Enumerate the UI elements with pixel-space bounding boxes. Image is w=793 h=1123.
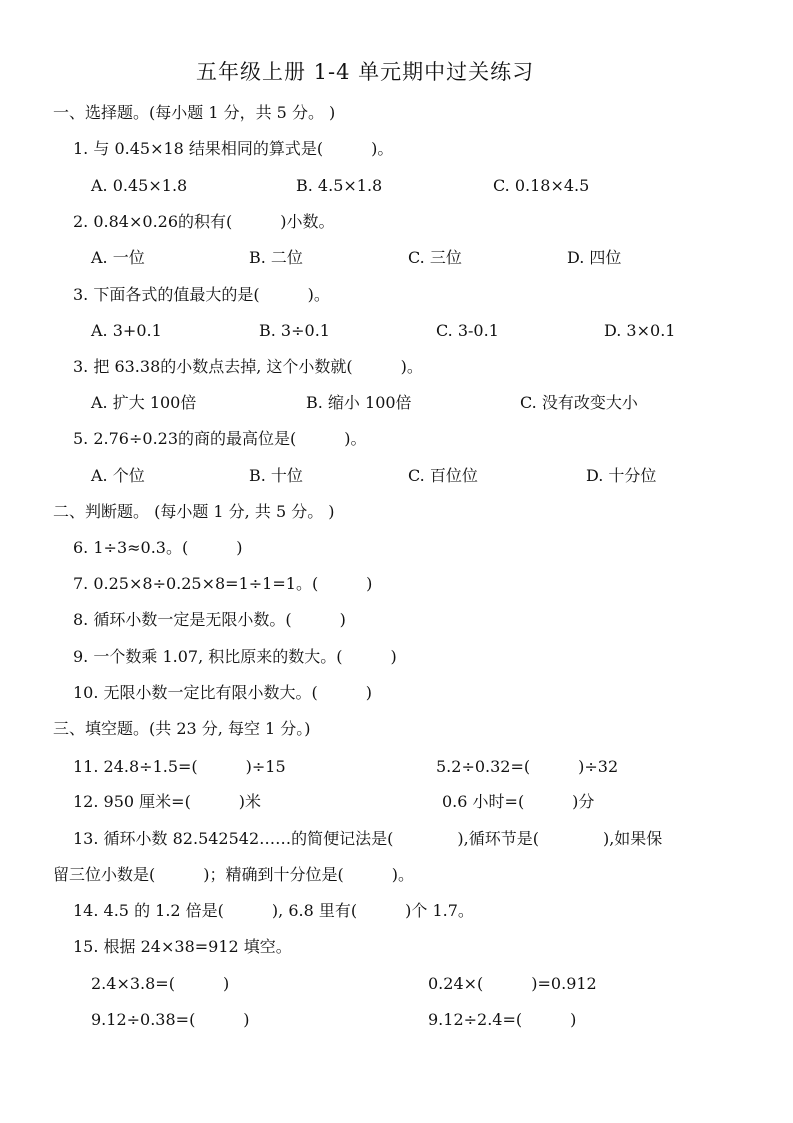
question-13-line2: 留三位小数是( )；精确到十分位是( )。 [53,865,414,884]
question-10: 10. 无限小数一定比有限小数大。( ) [73,683,373,702]
question-15: 15. 根据 24×38=912 填空。 [73,937,292,956]
option-4c: C. 没有改变大小 [520,393,638,412]
question-13-line1: 13. 循环小数 82.542542……的简便记法是( ),循环节是( ),如果保 [73,829,663,848]
question-2: 2. 0.84×0.26的积有( )小数。 [73,212,335,231]
option-2c: C. 三位 [408,248,462,267]
question-12-left: 12. 950 厘米=( )米 [73,792,262,811]
option-5d: D. 十分位 [586,466,657,485]
section-heading-choice: 一、选择题。(每小题 1 分，共 5 分。 ) [53,103,336,122]
option-1b: B. 4.5×1.8 [296,176,383,195]
question-3: 3. 下面各式的值最大的是( )。 [73,285,330,304]
option-4a: A. 扩大 100倍 [91,393,197,412]
question-15-row2-right: 9.12÷2.4=( ) [428,1010,577,1029]
option-3d: D. 3×0.1 [604,321,676,340]
option-3b: B. 3÷0.1 [259,321,330,340]
section-heading-judge: 二、判断题。 (每小题 1 分, 共 5 分。 ) [53,502,335,521]
option-1a: A. 0.45×1.8 [91,176,188,195]
question-1: 1. 与 0.45×18 结果相同的算式是( )。 [73,139,394,158]
question-15-row2-left: 9.12÷0.38=( ) [91,1010,250,1029]
option-2d: D. 四位 [567,248,622,267]
section-heading-fill: 三、填空题。(共 23 分, 每空 1 分。) [53,719,311,738]
page-title: 五年级上册 1-4 单元期中过关练习 [196,60,535,84]
option-5a: A. 个位 [91,466,145,485]
question-5: 5. 2.76÷0.23的商的最高位是( )。 [73,429,367,448]
question-12-right: 0.6 小时=( )分 [442,792,595,811]
option-1c: C. 0.18×4.5 [493,176,590,195]
question-8: 8. 循环小数一定是无限小数。( ) [73,610,346,629]
option-3a: A. 3+0.1 [91,321,162,340]
question-11-left: 11. 24.8÷1.5=( )÷15 [73,757,286,776]
question-15-row1-left: 2.4×3.8=( ) [91,974,230,993]
option-5b: B. 十位 [249,466,303,485]
question-11-right: 5.2÷0.32=( )÷32 [436,757,619,776]
option-5c: C. 百位位 [408,466,478,485]
question-9: 9. 一个数乘 1.07, 积比原来的数大。( ) [73,647,397,666]
question-7: 7. 0.25×8÷0.25×8=1÷1=1。( ) [73,574,373,593]
option-2a: A. 一位 [91,248,145,267]
question-4: 3. 把 63.38的小数点去掉, 这个小数就( )。 [73,357,423,376]
option-2b: B. 二位 [249,248,303,267]
option-3c: C. 3-0.1 [436,321,499,340]
option-4b: B. 缩小 100倍 [306,393,412,412]
question-6: 6. 1÷3≈0.3。( ) [73,538,243,557]
question-14: 14. 4.5 的 1.2 倍是( ), 6.8 里有( )个 1.7。 [73,901,474,920]
question-15-row1-right: 0.24×( )=0.912 [428,974,597,993]
